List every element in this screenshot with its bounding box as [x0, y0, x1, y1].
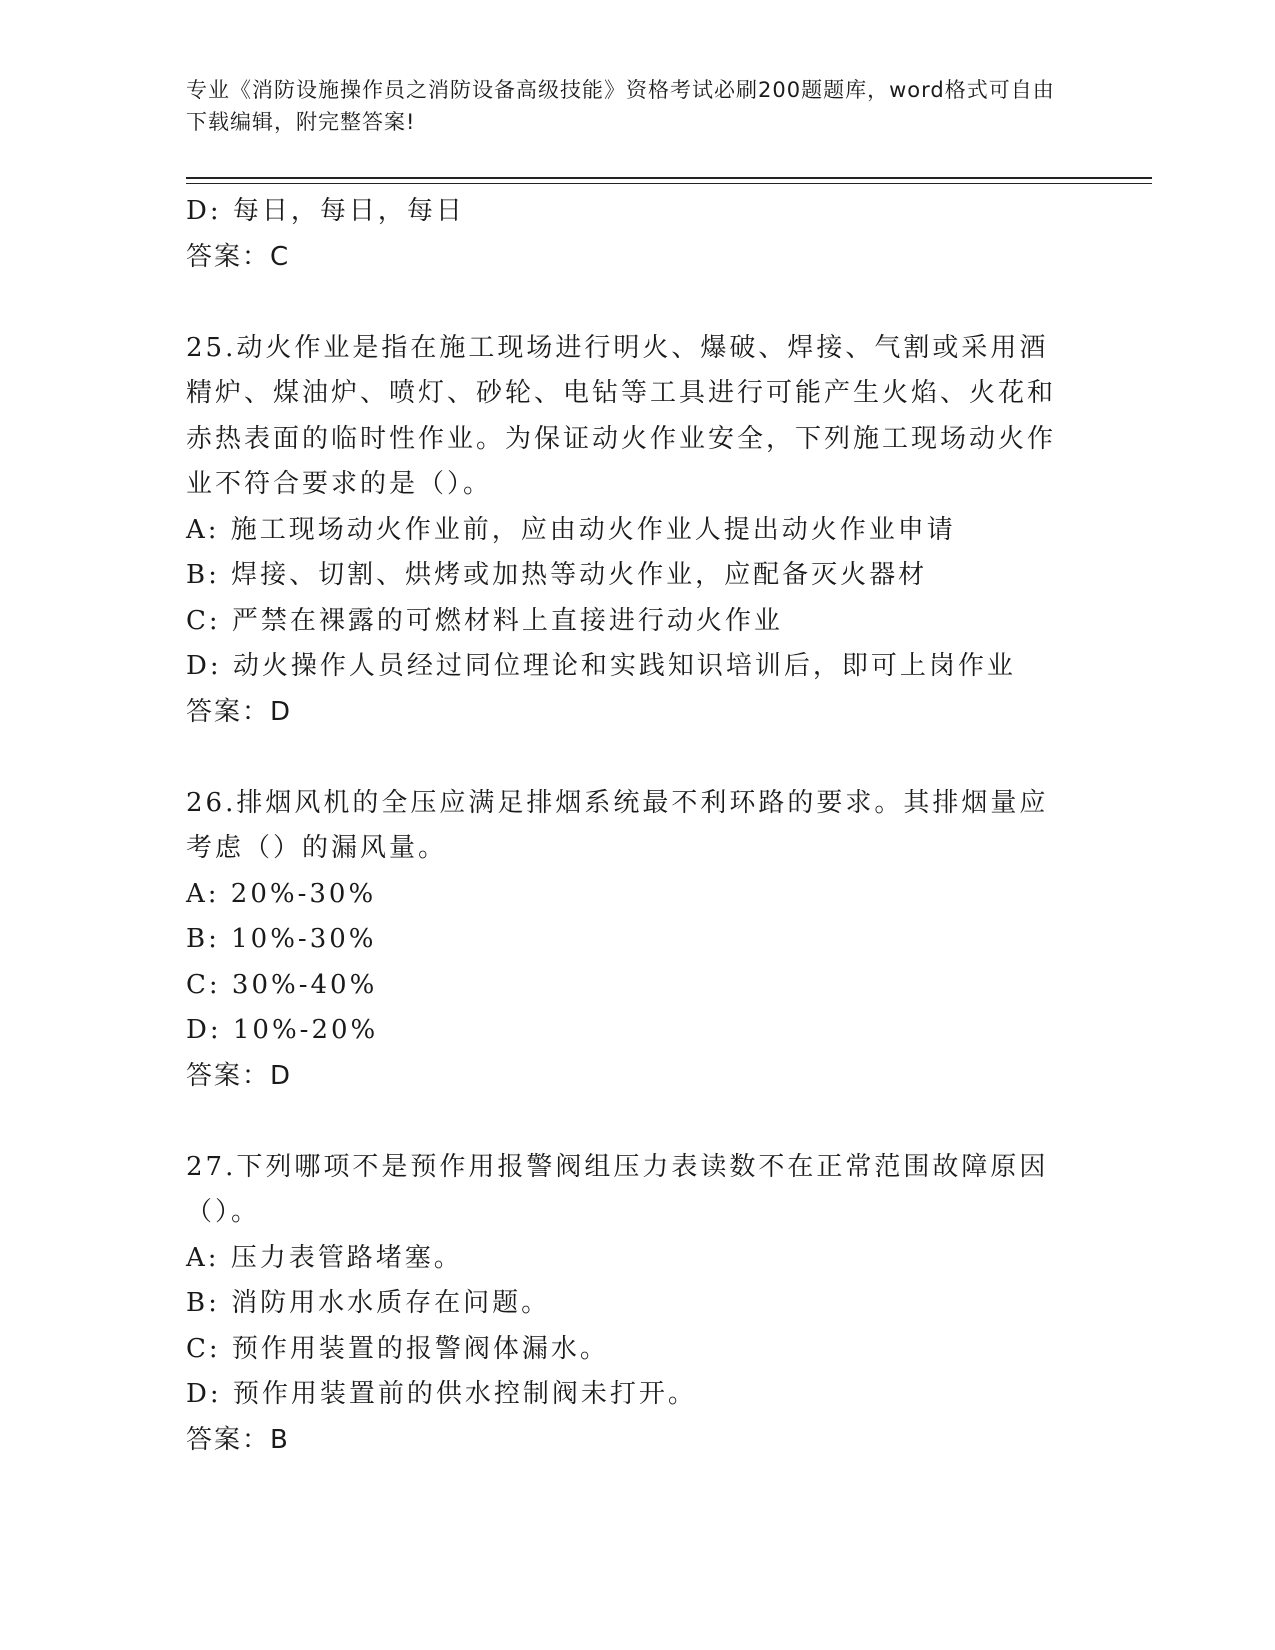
q27-option-b: B: 消防用水水质存在问题。 [186, 1288, 551, 1318]
q27-option-c: C: 预作用装置的报警阀体漏水。 [186, 1333, 609, 1364]
q25-option-a: A: 施工现场动火作业前，应由动火作业人提出动火作业申请 [186, 514, 956, 545]
header-divider-thick [186, 177, 1152, 179]
q26-option-b: B: 10%-30% [186, 924, 377, 954]
document-header: 专业《消防设施操作员之消防设备高级技能》资格考试必刷200题题库，word格式可自由下载编辑，附完整答案! [186, 78, 1055, 134]
header-divider-thin [186, 183, 1152, 184]
q26-option-a: A: 20%-30% [186, 878, 377, 909]
q25-answer: 答案：D [186, 696, 293, 727]
q25-option-c: C: 严禁在裸露的可燃材料上直接进行动火作业 [186, 605, 783, 636]
q26-option-d: D: 10%-20% [186, 1015, 379, 1045]
spacer [186, 735, 1076, 781]
spacer [186, 280, 1076, 326]
q25-option-d: D: 动火操作人员经过同位理论和实践知识培训后，即可上岗作业 [186, 651, 1016, 681]
q27-option-d: D: 预作用装置前的供水控制阀未打开。 [186, 1379, 697, 1409]
prev-option-d: D: 每日，每日，每日 [186, 196, 465, 226]
q26-answer: 答案：D [186, 1060, 293, 1091]
q25-option-b: B: 焊接、切割、烘烤或加热等动火作业，应配备灭火器材 [186, 560, 928, 590]
q26-stem: 26.排烟风机的全压应满足排烟系统最不利环路的要求。其排烟量应考虑（）的漏风量。 [186, 787, 1049, 863]
q25-stem: 25.动火作业是指在施工现场进行明火、爆破、焊接、气割或采用酒精炉、煤油炉、喷灯、砂轮、电钻等工具进行可能产生火焰、火花和赤热表面的临时性作业。为保证动火作业安全，下列施工现场动火作业不符合要求的是（）。 [186, 332, 1057, 499]
spacer [186, 1099, 1076, 1145]
prev-answer: 答案：C [186, 241, 291, 272]
q27-answer: 答案：B [186, 1424, 290, 1455]
q27-option-a: A: 压力表管路堵塞。 [186, 1242, 463, 1273]
q26-option-c: C: 30%-40% [186, 969, 378, 1000]
question-content [186, 189, 1076, 1463]
q27-stem: 27.下列哪项不是预作用报警阀组压力表读数不在正常范围故障原因（）。 [186, 1151, 1049, 1227]
